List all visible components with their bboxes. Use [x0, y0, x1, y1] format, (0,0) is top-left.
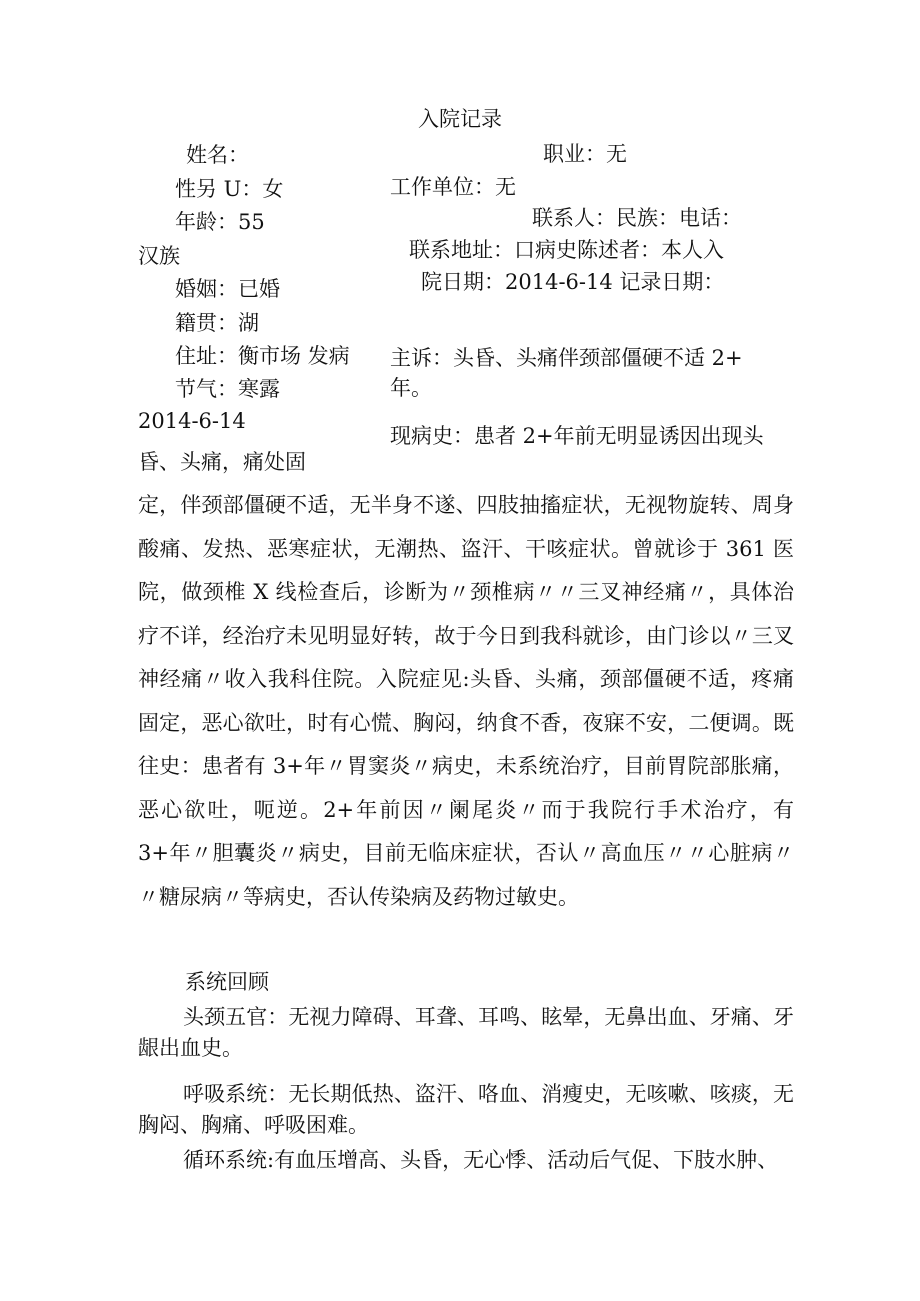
field-name: 姓名：	[186, 143, 249, 167]
chief-complaint-line1: 主诉：头昏、头痛伴颈部僵硬不适 2+	[390, 346, 743, 370]
field-ethnicity: 汉族	[138, 244, 180, 268]
field-contact: 联系人：民族：电话：	[532, 206, 742, 230]
present-illness-start: 现病史：患者 2+年前无明显诱因出现头	[390, 424, 764, 448]
field-workplace: 工作单位：无	[390, 175, 516, 199]
circulatory-review: 循环系统:有血压增高、头昏，无心悸、活动后气促、下肢水肿、	[183, 1148, 779, 1172]
field-contact-address: 联系地址：口病史陈述者：本人入	[409, 238, 724, 262]
head-neck-review: 头颈五官：无视力障碍、耳聋、耳鸣、眩晕，无鼻出血、牙痛、牙龈出血史。	[138, 1005, 794, 1060]
systems-review-heading: 系统回顾	[185, 970, 269, 994]
present-illness-left-fragment: 昏、头痛，痛处固	[138, 450, 306, 474]
present-illness-body: 定，伴颈部僵硬不适，无半身不遂、四肢抽搐症状，无视物旋转、周身酸痛、发热、恶寒症状，无潮热、盗汗、干咳症状。曾就诊于 361 医院，做颈椎 X 线检查后，诊断为〃颈椎病〃〃三叉神经痛〃，具体治疗不详，经治疗未见明显好转，故于今日到我科就诊，由门诊以〃三叉神经痛〃收入我科住院。入院症见:头昏、头痛，颈部僵硬不适，疼痛固定，恶心欲吐，时有心慌、胸闷，纳食不香，夜寐不安，二便调。既往史：患者有 3+年〃胃窦炎〃病史，未系统治疗，目前胃院部胀痛，恶心欲吐，呃逆。2+年前因〃阑尾炎〃而于我院行手术治疗，有 3+年〃胆囊炎〃病史，目前无临床症状，否认〃高血压〃〃心脏病〃〃糖尿病〃等病史，否认传染病及药物过敏史。	[138, 493, 794, 909]
field-admission-date: 院日期：2014-6-14 记录日期：	[421, 270, 725, 294]
field-age: 年龄：55	[175, 210, 265, 234]
field-native-place: 籍贯：湖	[175, 311, 259, 335]
field-onset-date: 2014-6-14	[138, 409, 246, 433]
field-address: 住址：衡市场 发病	[175, 344, 350, 368]
respiratory-review: 呼吸系统：无长期低热、盗汗、咯血、消瘦史，无咳嗽、咳痰，无胸闷、胸痛、呼吸困难。	[138, 1082, 794, 1137]
field-sex: 性另 U：女	[175, 177, 284, 201]
page-title: 入院记录	[418, 107, 502, 131]
chief-complaint-line2: 年。	[390, 376, 432, 400]
field-marriage: 婚姻：已婚	[175, 277, 280, 301]
field-occupation: 职业：无	[543, 142, 627, 166]
field-solar-term: 节气：寒露	[175, 377, 280, 401]
